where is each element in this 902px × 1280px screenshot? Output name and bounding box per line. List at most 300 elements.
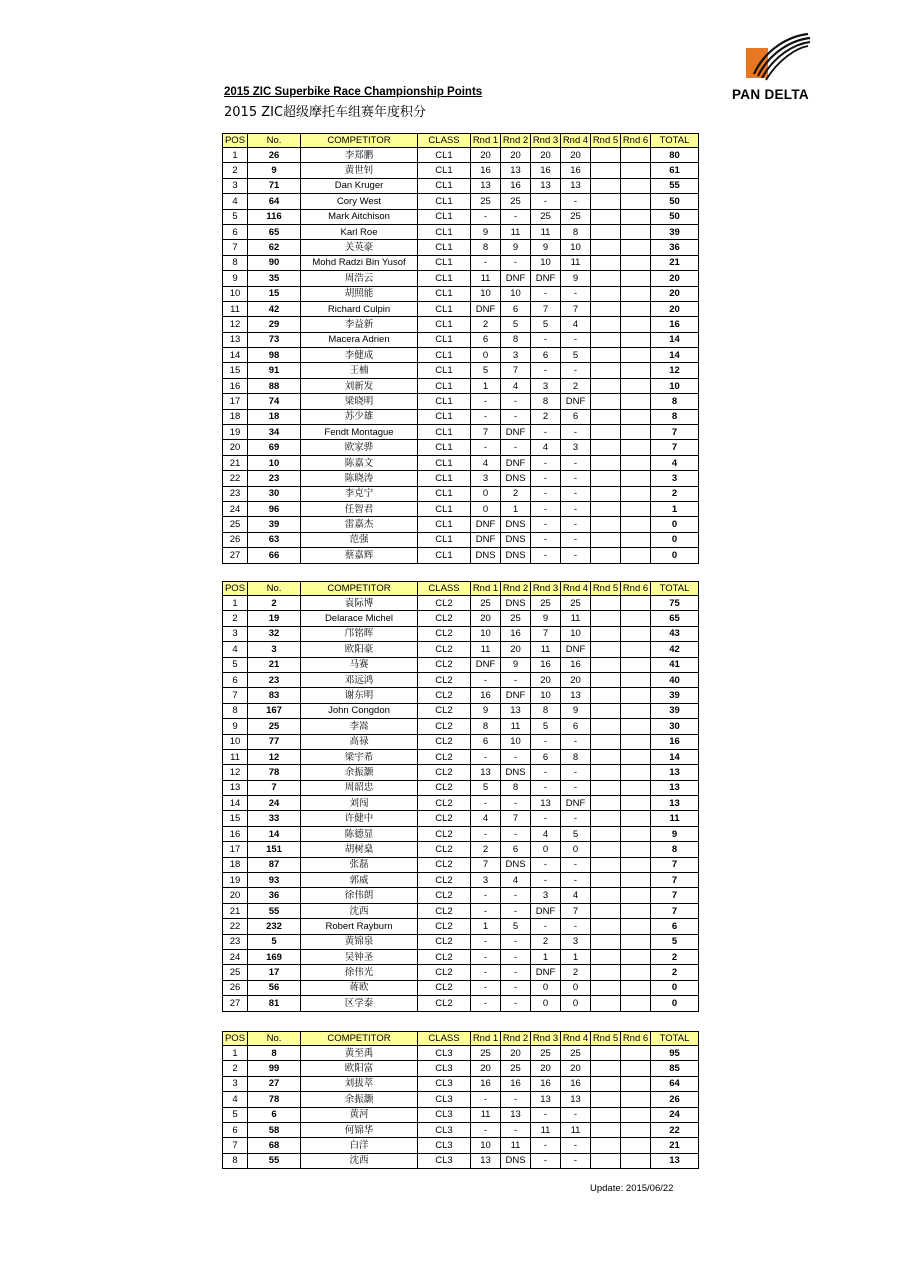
rnd4-cell: 11 xyxy=(561,611,591,626)
no-cell: 6 xyxy=(248,1107,301,1122)
rnd6-cell xyxy=(621,826,651,841)
pos-cell: 24 xyxy=(223,949,248,964)
pos-cell: 2 xyxy=(223,1061,248,1076)
class-cell: CL2 xyxy=(418,965,471,980)
total-cell: 6 xyxy=(651,919,699,934)
rnd4-cell: 5 xyxy=(561,348,591,363)
competitor-cell: Delarace Michel xyxy=(301,611,418,626)
column-header-rnd2: Rnd 2 xyxy=(501,582,531,596)
rnd1-cell: - xyxy=(471,996,501,1011)
table-row xyxy=(223,873,699,888)
column-header-rnd6: Rnd 6 xyxy=(621,134,651,148)
no-cell: 88 xyxy=(248,378,301,393)
rnd1-cell: 20 xyxy=(471,148,501,163)
rnd3-cell: - xyxy=(531,1153,561,1168)
column-header-rnd2: Rnd 2 xyxy=(501,134,531,148)
competitor-cell: 袁际博 xyxy=(301,596,418,611)
rnd3-cell: 9 xyxy=(531,240,561,255)
rnd4-cell: 8 xyxy=(561,749,591,764)
rnd1-cell: 20 xyxy=(471,1061,501,1076)
column-header-rnd1: Rnd 1 xyxy=(471,1032,501,1046)
rnd1-cell: 5 xyxy=(471,780,501,795)
competitor-cell: 雷嘉杰 xyxy=(301,517,418,532)
table-row xyxy=(223,796,699,811)
rnd2-cell: 25 xyxy=(501,194,531,209)
rnd5-cell xyxy=(591,765,621,780)
pos-cell: 22 xyxy=(223,919,248,934)
competitor-cell: 刘拔萃 xyxy=(301,1076,418,1091)
rnd3-cell: - xyxy=(531,1107,561,1122)
pos-cell: 3 xyxy=(223,178,248,193)
total-cell: 13 xyxy=(651,796,699,811)
pos-cell: 18 xyxy=(223,857,248,872)
pos-cell: 23 xyxy=(223,486,248,501)
competitor-cell: 黄河 xyxy=(301,1107,418,1122)
table-row xyxy=(223,409,699,424)
rnd1-cell: 4 xyxy=(471,455,501,470)
rnd6-cell xyxy=(621,749,651,764)
total-cell: 80 xyxy=(651,148,699,163)
total-cell: 2 xyxy=(651,949,699,964)
pos-cell: 2 xyxy=(223,611,248,626)
rnd6-cell xyxy=(621,209,651,224)
rnd2-cell: 1 xyxy=(501,501,531,516)
table-row xyxy=(223,178,699,193)
rnd4-cell: 16 xyxy=(561,657,591,672)
class-cell: CL2 xyxy=(418,703,471,718)
rnd4-cell: - xyxy=(561,363,591,378)
competitor-cell: 陈嘉文 xyxy=(301,455,418,470)
rnd5-cell xyxy=(591,903,621,918)
rnd4-cell: 13 xyxy=(561,688,591,703)
no-cell: 35 xyxy=(248,271,301,286)
column-header-rnd5: Rnd 5 xyxy=(591,582,621,596)
rnd1-cell: - xyxy=(471,980,501,995)
no-cell: 77 xyxy=(248,734,301,749)
rnd4-cell: 16 xyxy=(561,163,591,178)
rnd1-cell: - xyxy=(471,409,501,424)
rnd1-cell: 1 xyxy=(471,378,501,393)
rnd6-cell xyxy=(621,672,651,687)
class-cell: CL1 xyxy=(418,517,471,532)
total-cell: 8 xyxy=(651,394,699,409)
no-cell: 69 xyxy=(248,440,301,455)
pos-cell: 6 xyxy=(223,1122,248,1137)
table-row xyxy=(223,996,699,1011)
rnd5-cell xyxy=(591,363,621,378)
rnd1-cell: DNF xyxy=(471,532,501,547)
rnd3-cell: 7 xyxy=(531,626,561,641)
competitor-cell: 欧家骅 xyxy=(301,440,418,455)
rnd1-cell: 7 xyxy=(471,425,501,440)
rnd3-cell: - xyxy=(531,332,561,347)
rnd1-cell: 13 xyxy=(471,178,501,193)
rnd1-cell: 20 xyxy=(471,611,501,626)
rnd5-cell xyxy=(591,440,621,455)
total-cell: 12 xyxy=(651,363,699,378)
total-cell: 13 xyxy=(651,765,699,780)
no-cell: 27 xyxy=(248,1076,301,1091)
rnd5-cell xyxy=(591,425,621,440)
table-row xyxy=(223,548,699,563)
rnd5-cell xyxy=(591,1107,621,1122)
rnd1-cell: 1 xyxy=(471,919,501,934)
rnd1-cell: - xyxy=(471,965,501,980)
competitor-cell: Fendt Montague xyxy=(301,425,418,440)
rnd6-cell xyxy=(621,719,651,734)
competitor-cell: 许健中 xyxy=(301,811,418,826)
rnd1-cell: 3 xyxy=(471,471,501,486)
rnd1-cell: 5 xyxy=(471,363,501,378)
rnd1-cell: 10 xyxy=(471,626,501,641)
no-cell: 12 xyxy=(248,749,301,764)
rnd4-cell: 10 xyxy=(561,240,591,255)
no-cell: 66 xyxy=(248,548,301,563)
rnd5-cell xyxy=(591,811,621,826)
rnd4-cell: 25 xyxy=(561,1046,591,1061)
column-header-pos: POS xyxy=(223,582,248,596)
class-cell: CL3 xyxy=(418,1046,471,1061)
no-cell: 91 xyxy=(248,363,301,378)
rnd2-cell: 13 xyxy=(501,703,531,718)
rnd5-cell xyxy=(591,194,621,209)
total-cell: 24 xyxy=(651,1107,699,1122)
no-cell: 87 xyxy=(248,857,301,872)
pos-cell: 25 xyxy=(223,965,248,980)
rnd6-cell xyxy=(621,996,651,1011)
competitor-cell: 李益新 xyxy=(301,317,418,332)
rnd6-cell xyxy=(621,163,651,178)
rnd6-cell xyxy=(621,1153,651,1168)
competitor-cell: 高禄 xyxy=(301,734,418,749)
class-cell: CL2 xyxy=(418,903,471,918)
rnd1-cell: - xyxy=(471,903,501,918)
table-row xyxy=(223,1122,699,1137)
total-cell: 7 xyxy=(651,888,699,903)
rnd2-cell: 11 xyxy=(501,1138,531,1153)
rnd4-cell: 16 xyxy=(561,1076,591,1091)
rnd2-cell: - xyxy=(501,1092,531,1107)
rnd6-cell xyxy=(621,194,651,209)
no-cell: 5 xyxy=(248,934,301,949)
rnd3-cell: 8 xyxy=(531,703,561,718)
pos-cell: 13 xyxy=(223,332,248,347)
pos-cell: 15 xyxy=(223,811,248,826)
table-row xyxy=(223,271,699,286)
no-cell: 169 xyxy=(248,949,301,964)
pos-cell: 8 xyxy=(223,255,248,270)
no-cell: 56 xyxy=(248,980,301,995)
rnd5-cell xyxy=(591,501,621,516)
total-cell: 0 xyxy=(651,980,699,995)
rnd2-cell: - xyxy=(501,903,531,918)
total-cell: 14 xyxy=(651,749,699,764)
rnd5-cell xyxy=(591,842,621,857)
total-cell: 2 xyxy=(651,965,699,980)
rnd5-cell xyxy=(591,873,621,888)
no-cell: 14 xyxy=(248,826,301,841)
rnd5-cell xyxy=(591,996,621,1011)
table-row xyxy=(223,378,699,393)
rnd1-cell: 6 xyxy=(471,332,501,347)
class-cell: CL1 xyxy=(418,363,471,378)
competitor-cell: 刘新发 xyxy=(301,378,418,393)
rnd2-cell: - xyxy=(501,888,531,903)
rnd4-cell: 4 xyxy=(561,317,591,332)
competitor-cell: Mohd Radzi Bin Yusof xyxy=(301,255,418,270)
pos-cell: 14 xyxy=(223,348,248,363)
rnd5-cell xyxy=(591,1092,621,1107)
rnd5-cell xyxy=(591,657,621,672)
total-cell: 21 xyxy=(651,255,699,270)
class-cell: CL1 xyxy=(418,440,471,455)
pos-cell: 20 xyxy=(223,888,248,903)
pos-cell: 4 xyxy=(223,1092,248,1107)
pos-cell: 5 xyxy=(223,1107,248,1122)
rnd3-cell: - xyxy=(531,532,561,547)
total-cell: 50 xyxy=(651,194,699,209)
rnd4-cell: - xyxy=(561,857,591,872)
rnd2-cell: 3 xyxy=(501,348,531,363)
total-cell: 14 xyxy=(651,332,699,347)
class-cell: CL2 xyxy=(418,811,471,826)
total-cell: 39 xyxy=(651,224,699,239)
pos-cell: 2 xyxy=(223,163,248,178)
rnd3-cell: 4 xyxy=(531,826,561,841)
rnd3-cell: 8 xyxy=(531,394,561,409)
rnd4-cell: - xyxy=(561,1153,591,1168)
table-row xyxy=(223,425,699,440)
total-cell: 3 xyxy=(651,471,699,486)
rnd3-cell: 5 xyxy=(531,719,561,734)
pos-cell: 17 xyxy=(223,394,248,409)
rnd4-cell: 11 xyxy=(561,1122,591,1137)
rnd1-cell: - xyxy=(471,1092,501,1107)
rnd5-cell xyxy=(591,301,621,316)
total-cell: 64 xyxy=(651,1076,699,1091)
table-row xyxy=(223,301,699,316)
rnd3-cell: - xyxy=(531,919,561,934)
rnd2-cell: 20 xyxy=(501,148,531,163)
rnd2-cell: - xyxy=(501,980,531,995)
rnd3-cell: - xyxy=(531,501,561,516)
rnd6-cell xyxy=(621,394,651,409)
rnd6-cell xyxy=(621,949,651,964)
rnd6-cell xyxy=(621,611,651,626)
rnd3-cell: - xyxy=(531,857,561,872)
column-header-rnd4: Rnd 4 xyxy=(561,582,591,596)
competitor-cell: Mark Aitchison xyxy=(301,209,418,224)
rnd3-cell: 0 xyxy=(531,996,561,1011)
rnd3-cell: - xyxy=(531,765,561,780)
no-cell: 55 xyxy=(248,903,301,918)
rnd1-cell: - xyxy=(471,796,501,811)
pos-cell: 1 xyxy=(223,596,248,611)
no-cell: 36 xyxy=(248,888,301,903)
rnd1-cell: 0 xyxy=(471,348,501,363)
rnd2-cell: - xyxy=(501,996,531,1011)
table-row xyxy=(223,657,699,672)
competitor-cell: 谢东明 xyxy=(301,688,418,703)
total-cell: 11 xyxy=(651,811,699,826)
rnd4-cell: 11 xyxy=(561,255,591,270)
rnd4-cell: - xyxy=(561,919,591,934)
total-cell: 39 xyxy=(651,688,699,703)
rnd4-cell: DNF xyxy=(561,394,591,409)
rnd1-cell: 16 xyxy=(471,688,501,703)
pos-cell: 12 xyxy=(223,765,248,780)
rnd1-cell: 25 xyxy=(471,596,501,611)
rnd5-cell xyxy=(591,271,621,286)
class-cell: CL2 xyxy=(418,611,471,626)
competitor-cell: Richard Culpin xyxy=(301,301,418,316)
column-header-class: CLASS xyxy=(418,1032,471,1046)
competitor-cell: 沈西 xyxy=(301,1153,418,1168)
total-cell: 43 xyxy=(651,626,699,641)
rnd5-cell xyxy=(591,888,621,903)
rnd6-cell xyxy=(621,301,651,316)
rnd2-cell: - xyxy=(501,826,531,841)
rnd1-cell: 6 xyxy=(471,734,501,749)
no-cell: 151 xyxy=(248,842,301,857)
no-cell: 98 xyxy=(248,348,301,363)
competitor-cell: Cory West xyxy=(301,194,418,209)
no-cell: 83 xyxy=(248,688,301,703)
table-row xyxy=(223,163,699,178)
table-row xyxy=(223,486,699,501)
competitor-cell: 王楠 xyxy=(301,363,418,378)
rnd4-cell: 3 xyxy=(561,934,591,949)
rnd3-cell: 20 xyxy=(531,1061,561,1076)
column-header-rnd3: Rnd 3 xyxy=(531,1032,561,1046)
competitor-cell: 蒋欧 xyxy=(301,980,418,995)
table-row xyxy=(223,626,699,641)
rnd6-cell xyxy=(621,332,651,347)
competitor-cell: 胡照能 xyxy=(301,286,418,301)
rnd4-cell: - xyxy=(561,811,591,826)
competitor-cell: 陈晓涛 xyxy=(301,471,418,486)
competitor-cell: 白洋 xyxy=(301,1138,418,1153)
table-row xyxy=(223,888,699,903)
rnd2-cell: - xyxy=(501,209,531,224)
no-cell: 78 xyxy=(248,765,301,780)
pos-cell: 7 xyxy=(223,1138,248,1153)
rnd1-cell: - xyxy=(471,949,501,964)
total-cell: 7 xyxy=(651,425,699,440)
rnd2-cell: 20 xyxy=(501,1046,531,1061)
pos-cell: 22 xyxy=(223,471,248,486)
pos-cell: 18 xyxy=(223,409,248,424)
rnd5-cell xyxy=(591,826,621,841)
rnd2-cell: - xyxy=(501,749,531,764)
rnd3-cell: - xyxy=(531,363,561,378)
rnd5-cell xyxy=(591,148,621,163)
table-row xyxy=(223,826,699,841)
rnd4-cell: 13 xyxy=(561,1092,591,1107)
class-cell: CL2 xyxy=(418,672,471,687)
no-cell: 58 xyxy=(248,1122,301,1137)
rnd1-cell: 9 xyxy=(471,703,501,718)
no-cell: 9 xyxy=(248,163,301,178)
rnd3-cell: 11 xyxy=(531,224,561,239)
column-header-competitor: COMPETITOR xyxy=(301,1032,418,1046)
rnd1-cell: 11 xyxy=(471,642,501,657)
pos-cell: 8 xyxy=(223,1153,248,1168)
rnd2-cell: 6 xyxy=(501,842,531,857)
class-cell: CL1 xyxy=(418,332,471,347)
rnd3-cell: - xyxy=(531,194,561,209)
rnd6-cell xyxy=(621,471,651,486)
no-cell: 18 xyxy=(248,409,301,424)
competitor-cell: 黄世钊 xyxy=(301,163,418,178)
pos-cell: 12 xyxy=(223,317,248,332)
cl2-points-table xyxy=(222,581,699,1012)
rnd1-cell: 16 xyxy=(471,163,501,178)
class-cell: CL1 xyxy=(418,224,471,239)
rnd5-cell xyxy=(591,688,621,703)
rnd2-cell: 25 xyxy=(501,1061,531,1076)
rnd2-cell: - xyxy=(501,255,531,270)
rnd1-cell: - xyxy=(471,209,501,224)
no-cell: 96 xyxy=(248,501,301,516)
no-cell: 17 xyxy=(248,965,301,980)
table-row xyxy=(223,286,699,301)
rnd3-cell: 16 xyxy=(531,1076,561,1091)
no-cell: 74 xyxy=(248,394,301,409)
rnd5-cell xyxy=(591,626,621,641)
rnd6-cell xyxy=(621,1046,651,1061)
rnd6-cell xyxy=(621,255,651,270)
rnd4-cell: 10 xyxy=(561,626,591,641)
rnd4-cell: 2 xyxy=(561,378,591,393)
no-cell: 2 xyxy=(248,596,301,611)
rnd4-cell: 0 xyxy=(561,996,591,1011)
no-cell: 10 xyxy=(248,455,301,470)
class-cell: CL3 xyxy=(418,1107,471,1122)
rnd4-cell: - xyxy=(561,734,591,749)
pos-cell: 27 xyxy=(223,996,248,1011)
no-cell: 26 xyxy=(248,148,301,163)
rnd5-cell xyxy=(591,703,621,718)
total-cell: 1 xyxy=(651,501,699,516)
total-cell: 9 xyxy=(651,826,699,841)
rnd1-cell: DNF xyxy=(471,657,501,672)
table-row xyxy=(223,317,699,332)
total-cell: 5 xyxy=(651,934,699,949)
class-cell: CL3 xyxy=(418,1138,471,1153)
column-header-rnd1: Rnd 1 xyxy=(471,582,501,596)
competitor-cell: 李克宁 xyxy=(301,486,418,501)
rnd4-cell: 25 xyxy=(561,209,591,224)
pos-cell: 11 xyxy=(223,301,248,316)
table-row xyxy=(223,1153,699,1168)
rnd2-cell: - xyxy=(501,796,531,811)
class-cell: CL1 xyxy=(418,532,471,547)
class-cell: CL1 xyxy=(418,471,471,486)
class-cell: CL2 xyxy=(418,888,471,903)
rnd2-cell: 4 xyxy=(501,378,531,393)
rnd6-cell xyxy=(621,857,651,872)
rnd5-cell xyxy=(591,1061,621,1076)
table-row xyxy=(223,255,699,270)
total-cell: 4 xyxy=(651,455,699,470)
rnd4-cell: 20 xyxy=(561,1061,591,1076)
table-row xyxy=(223,749,699,764)
rnd3-cell: 20 xyxy=(531,148,561,163)
rnd1-cell: - xyxy=(471,826,501,841)
competitor-cell: Macera Adrien xyxy=(301,332,418,347)
pos-cell: 10 xyxy=(223,734,248,749)
